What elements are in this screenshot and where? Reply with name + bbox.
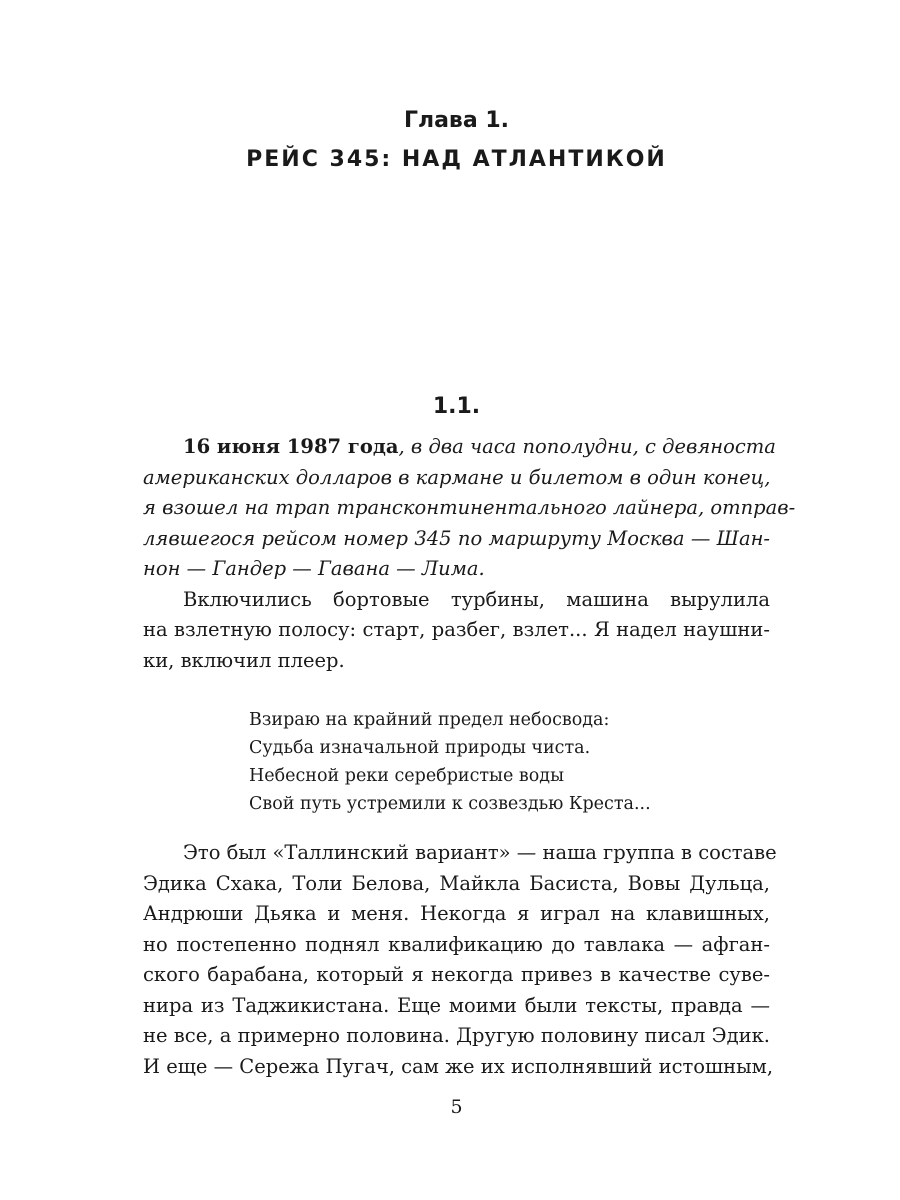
paragraph-line: но постепенно поднял квалификацию до тавлака — афган-	[143, 932, 770, 956]
paragraph-line: американских долларов в кармане и билетом в один конец,	[143, 465, 771, 489]
chapter-title: РЕЙС 345: НАД АТЛАНТИКОЙ	[246, 147, 667, 172]
paragraph-line: я взошел на трап трансконтинентального лайнера, отправ-	[143, 496, 796, 519]
chapter-label: Глава 1.	[403, 108, 510, 133]
paragraph-line: Андрюши Дьяка и меня. Некогда я играл на клавишных,	[143, 902, 770, 925]
paragraph-line: ки, включил плеер.	[143, 648, 345, 672]
paragraph-3	[143, 838, 777, 1082]
paragraph-line: И еще — Сережа Пугач, сам же их исполнявший истошным,	[143, 1054, 774, 1078]
verse-line: Свой путь устремили к созвездью Креста...	[249, 794, 651, 814]
paragraph-line: Эдика Схака, Толи Белова, Майкла Басиста, Вовы Дульца,	[143, 871, 770, 895]
paragraph-line: лявшегося рейсом номер 345 по маршруту Москва — Шан-	[143, 526, 770, 550]
paragraph-line: ского барабана, который я некогда привез в качестве суве-	[143, 963, 770, 986]
paragraph-1	[143, 432, 796, 676]
paragraph-line: на взлетную полосу: старт, разбег, взлет... Я надел наушни-	[143, 618, 770, 641]
paragraph-line-rest: , в два часа пополудни, с девяноста	[398, 435, 776, 458]
paragraph-line	[143, 432, 776, 463]
verse-block	[249, 706, 651, 818]
section-title: 1.1.	[432, 394, 481, 419]
verse-line: Судьба изначальной природы чиста.	[249, 738, 591, 758]
page-number: 5	[450, 1096, 463, 1118]
paragraph-line: не все, а примерно половина. Другую половину писал Эдик.	[143, 1024, 770, 1047]
paragraph-line: Включились бортовые турбины, машина вырулила	[183, 587, 770, 611]
paragraph-line: Это был «Таллинский вариант» — наша группа в составе	[183, 841, 777, 864]
verse-line: Взираю на крайний предел небосвода:	[249, 710, 610, 730]
date-highlight: 16 июня 1987 года	[183, 435, 399, 458]
paragraph-line: нира из Таджикистана. Еще моими были тексты, правда —	[143, 993, 770, 1017]
paragraph-line: нон — Гандер — Гавана — Лима.	[143, 557, 485, 580]
verse-line: Небесной реки серебристые воды	[249, 766, 564, 786]
